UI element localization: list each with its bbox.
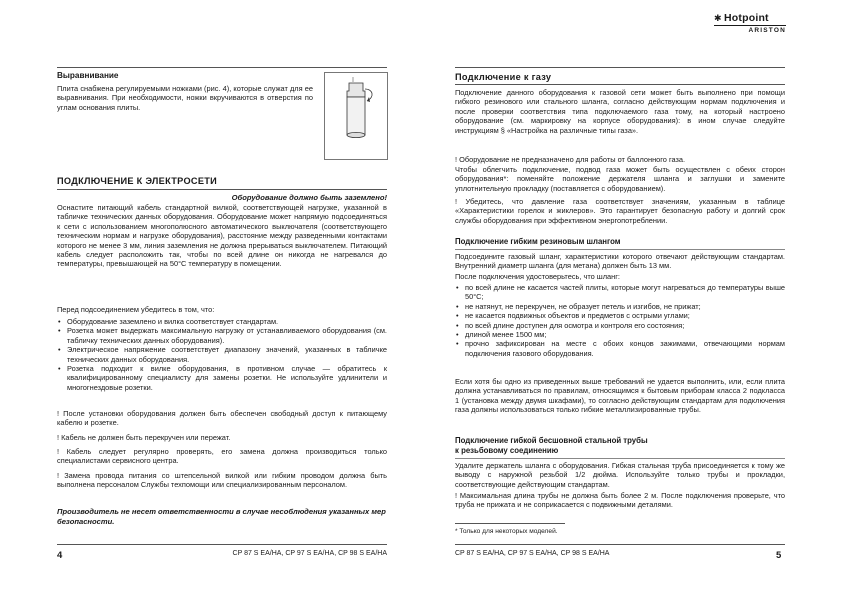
steel-text: Удалите держатель шланга с оборудования. Гибкая стальная труба присоединяется к тому же выводу с наружной резьбой 1/2 дюйма. Используйте только трубы и прокладки, соответствующие действующим стандартам. xyxy=(455,461,785,489)
leveling-foot-figure xyxy=(324,72,388,160)
footnote: * Только для некоторых моделей. xyxy=(455,528,558,535)
steel-title-1: Подключение гибкой бесшовной стальной трубы xyxy=(455,436,648,445)
steel-note: ! Максимальная длина трубы не должна быть более 2 м. После подключения проверьте, что труба не прижата и не соприкасается с подвижными деталями. xyxy=(455,491,785,510)
brand-sub: ARISTON xyxy=(748,27,786,34)
gas-paragraph-4: ! Убедитесь, что давление газа соответствует значениям, указанным в таблице «Характеристики горелок и жиклеров». Это гарантирует безопасную работу и долгий срок службы оборудования при эффективном энергопотреблении. xyxy=(455,197,785,225)
list-item: • не касается подвижных объектов и предметов с острыми углами; xyxy=(455,311,785,320)
note-check: ! Кабель следует регулярно проверять, его замена должна производиться только специалистами сервисного центра. xyxy=(57,447,387,466)
electric-rule xyxy=(57,189,387,190)
rubber-rule xyxy=(455,249,785,250)
gas-paragraph-2: ! Оборудование не предназначено для работы от баллонного газа. xyxy=(455,155,686,164)
list-item: • по всей длине не касается частей плиты, которые могут нагреваться до температуры выше 50°С; xyxy=(455,283,785,302)
models-left: CP 87 S EA/HA, CP 97 S EA/HA, CP 98 S EA/HA xyxy=(232,550,387,557)
disclaimer: Производитель не несет ответственности в случае несоблюдения указанных мер безопасности. xyxy=(57,507,386,526)
check-list xyxy=(57,317,387,392)
gas-title: Подключение к газу xyxy=(455,72,552,82)
rubber-list xyxy=(455,283,785,358)
bottom-rule-right xyxy=(455,544,785,545)
electric-text: Оснастите питающий кабель стандартной вилкой, соответствующей нагрузке, указанной в табличке технических данных оборудования. Оборудование может напрямую подсоединяться к сети с использованием многополюсного автоматического выключателя (соответствующего техническим нормам и нагрузке оборудования), расстояние между разведенными контактами которого не менее 3 мм, линия заземления не должна прерываться выключателем. Питающий кабель следует расположить так, чтобы по всей длине он никогда не нагревался до температуры, превышающей на 50°С температуру в помещении. xyxy=(57,203,387,269)
brand-star-icon: ✱ xyxy=(714,13,722,23)
list-item: • Электрическое напряжение соответствует диапазону значений, указанных в табличке технических данных оборудования. xyxy=(57,345,387,364)
list-item: • Оборудование заземлено и вилка соответствует стандартам. xyxy=(57,317,387,326)
brand-logo xyxy=(714,12,788,34)
rubber-text: Подсоедините газовый шланг, характеристики которого отвечают действующим стандартам. Внутренний диаметр шланга (для метана) должен быть 13 мм. xyxy=(455,252,785,271)
list-item: • не натянут, не перекручен, не образует петель и изгибов, не прижат; xyxy=(455,302,785,311)
gas-rule xyxy=(455,84,785,85)
list-item: • Розетка подходит к вилке оборудования, в противном случае — обратитесь к квалифицированному специалисту для замены розетки. Не используйте удлинители и многогнездовые розетки. xyxy=(57,364,387,392)
rubber-intro: После подключения удостоверьтесь, что шланг: xyxy=(455,272,620,281)
page-number-right: 5 xyxy=(776,550,782,561)
bottom-rule-left xyxy=(57,544,387,545)
top-rule-left xyxy=(57,67,387,68)
note-access: ! После установки оборудования должен быть обеспечен свободный доступ к питающему кабелю и розетке. xyxy=(57,409,387,428)
electric-title: ПОДКЛЮЧЕНИЕ К ЭЛЕКТРОСЕТИ xyxy=(57,176,218,186)
rubber-outro: Если хотя бы одно из приведенных выше требований не удается выполнить, или, если плита должна устанавливаться по правилам, относящимся к бытовым приборам класса 2 подкласса 1 (установка между двумя шкафами), то согласно действующим стандартам для подключения газа должны использоваться только гибкие металлизированные трубы. xyxy=(455,377,785,415)
brand-name: Hotpoint xyxy=(724,12,769,24)
ground-note: Оборудование должно быть заземлено! xyxy=(231,193,387,202)
list-item: • Розетка может выдержать максимальную нагрузку от устанавливаемого оборудования (см. табличку технических данных оборудования). xyxy=(57,326,387,345)
steel-title-2: к резьбовому соединению xyxy=(455,446,559,455)
page-number-left: 4 xyxy=(57,550,63,561)
leveling-title: Выравнивание xyxy=(57,71,119,80)
list-item: • прочно зафиксирован на месте с обоих концов зажимами, отвечающими нормам подключения газового оборудования. xyxy=(455,339,785,358)
gas-paragraph-1: Подключение данного оборудования к газовой сети может быть выполнено при помощи гибкого резинового или стального шланга, согласно действующим нормам подключения и после проверки соответствия типа подключаемого газа тому, на который настроено оборудование (см. маркировку на корпусе оборудования): в ином случае следуйте инструкциям § «Настройка на различные типы газа». xyxy=(455,88,785,135)
adjustable-foot-icon xyxy=(325,73,387,159)
leveling-text: Плита снабжена регулируемыми ножками (рис. 4), которые служат для ее выравнивания. При необходимости, ножки вкручиваются в отверстия по углам основания плиты. xyxy=(57,84,313,112)
list-item: • по всей длине доступен для осмотра и контроля его состояния; xyxy=(455,321,785,330)
list-item: • длиной менее 1500 мм; xyxy=(455,330,785,339)
rubber-title: Подключение гибким резиновым шлангом xyxy=(455,237,621,246)
models-right: CP 87 S EA/HA, CP 97 S EA/HA, CP 98 S EA/HA xyxy=(455,550,610,557)
note-replace: ! Замена провода питания со штепсельной вилкой или гибким проводом должна быть выполнена персоналом Службы техпомощи или специализированным персоналом. xyxy=(57,471,387,490)
check-intro: Перед подсоединением убедитесь в том, что: xyxy=(57,305,215,314)
footnote-rule xyxy=(455,523,565,524)
top-rule-right xyxy=(455,67,785,68)
note-cable: ! Кабель не должен быть перекручен или пережат. xyxy=(57,433,231,442)
gas-paragraph-3: Чтобы облегчить подключение, подвод газа может быть осуществлен с обеих сторон оборудования*: поменяйте положение держателя шланга и заглушки и замените уплотнительную прокладку (поставляется с оборудованием). xyxy=(455,165,785,193)
steel-rule xyxy=(455,458,785,459)
